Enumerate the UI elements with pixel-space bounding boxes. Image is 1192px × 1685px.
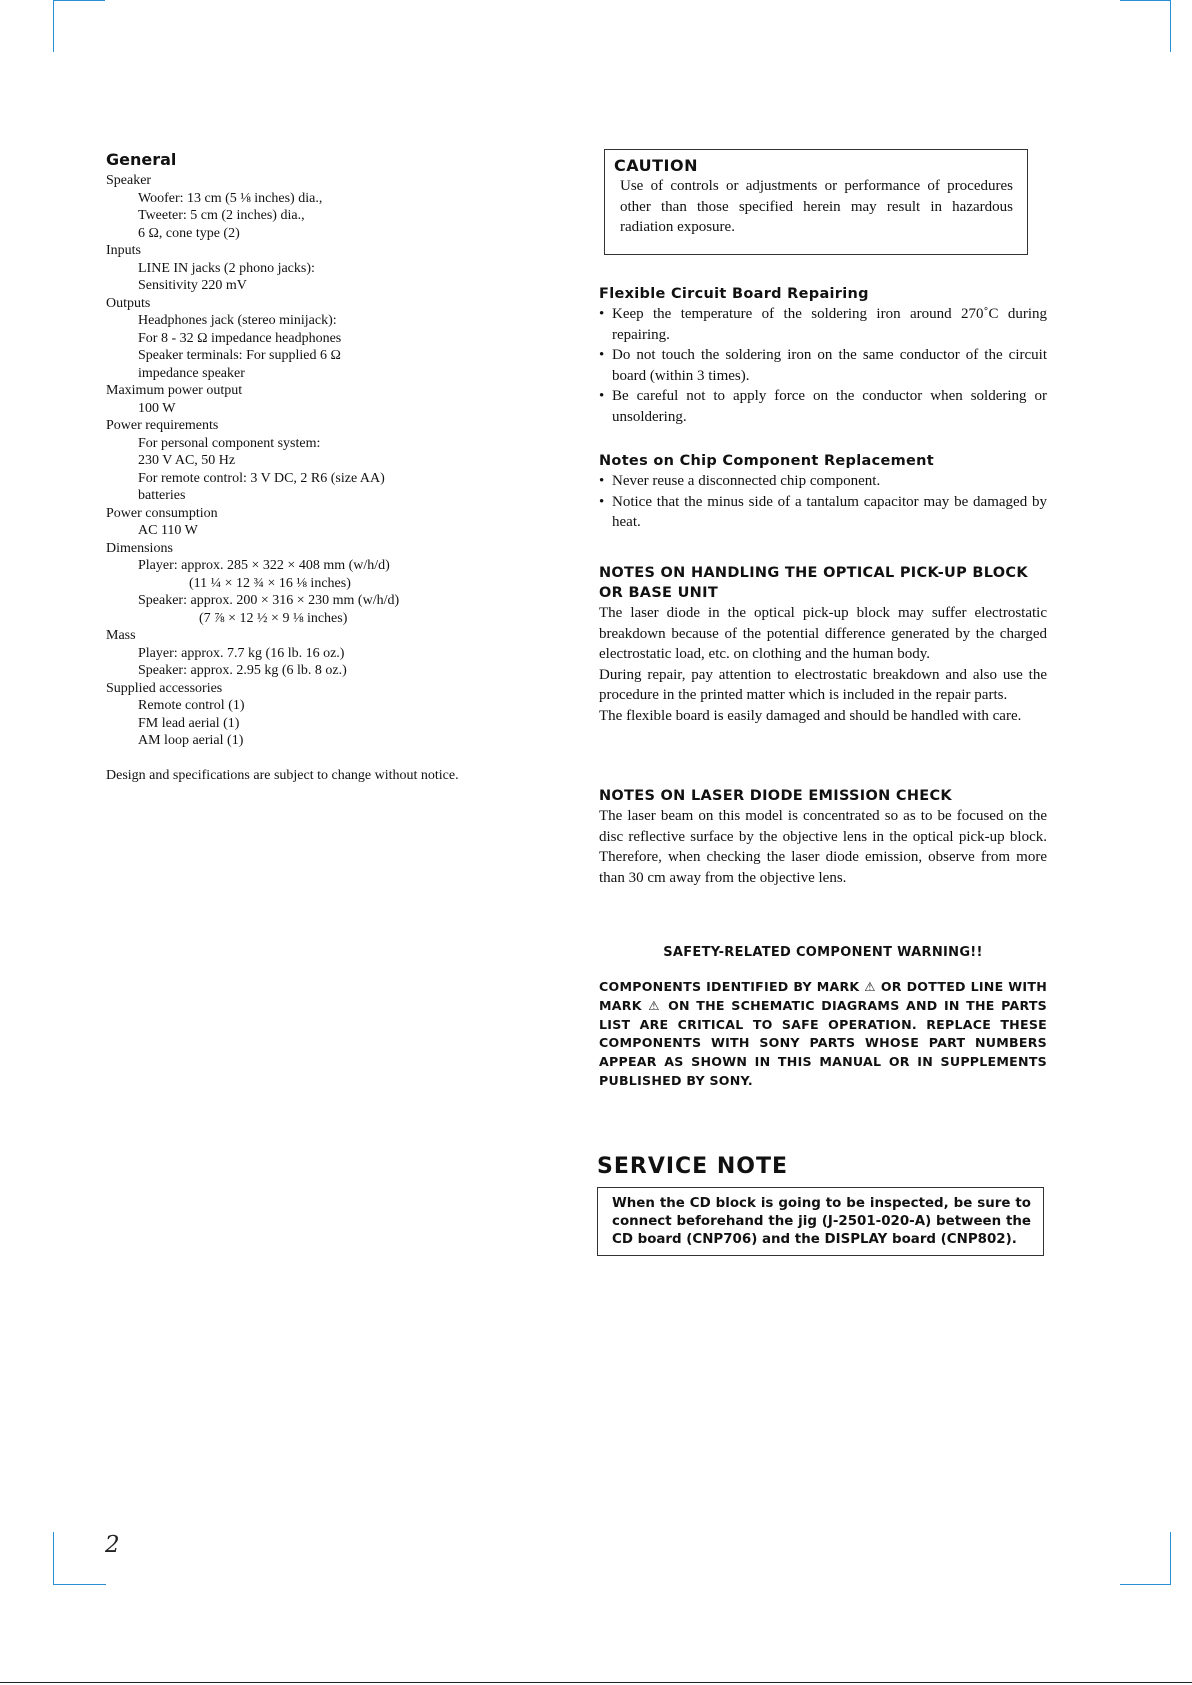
spec-power-req-label: Power requirements [106,418,219,433]
laser-body: The laser beam on this model is concentrated so as to be focused on the disc reflective surface by the objective lens in the optical pick-up block. Therefore, when checking the laser diode emission, observe from more than 30 cm away from the objective lens. [599,808,1047,886]
spec-line: 100 W [138,400,176,416]
list-item: • Keep the temperature of the soldering iron around 270˚C during repairing. [599,304,1047,345]
spec-note: Design and specifications are subject to change without notice. [106,767,459,783]
spec-outputs-label: Outputs [106,295,151,311]
spec-power-cons-label: Power consumption [106,505,218,521]
spec-inputs-label: Inputs [106,243,141,258]
caution-box [604,149,1028,255]
service-note-section [597,1154,1045,1179]
safety-body: COMPONENTS IDENTIFIED BY MARK ⚠ OR DOTTED LINE WITH MARK ⚠ ON THE SCHEMATIC DIAGRAMS AND IN THE PARTS LIST ARE CRITICAL TO SAFE OPERATION. REPLACE THESE COMPONENTS WITH SONY PARTS WHOSE PART NUMBERS APPEAR AS SHOWN IN THIS MANUAL OR IN SUPPLEMENTS PUBLISHED BY SONY. [599,979,1047,1088]
bottom-rule [0,1682,1192,1683]
specifications [106,150,506,784]
laser-heading: NOTES ON LASER DIODE EMISSION CHECK [599,788,952,804]
optical-heading: NOTES ON HANDLING THE OPTICAL PICK-UP BLOCK OR BASE UNIT [599,565,1028,601]
spec-line: 230 V AC, 50 Hz [138,453,236,468]
flex-repair-heading: Flexible Circuit Board Repairing [599,286,869,302]
crop-mark-top-right-h [1120,0,1170,1]
spec-line: 6 Ω, cone type (2) [138,225,240,241]
crop-mark-top-left-h [53,0,105,1]
spec-line: AM loop aerial (1) [138,733,244,748]
optical-para-3: The flexible board is easily damaged and should be handled with care. [599,707,1022,724]
list-item: • Never reuse a disconnected chip component. [599,471,1047,492]
chip-replacement-heading: Notes on Chip Component Replacement [599,453,935,469]
list-item: • Be careful not to apply force on the conductor when soldering or unsoldering. [599,386,1047,427]
optical-section [599,563,1047,726]
crop-mark-top-right [1120,0,1171,52]
list-item: • Notice that the minus side of a tantalum capacitor may be damaged by heat. [599,492,1047,533]
spec-line: Headphones jack (stereo minijack): [138,313,337,328]
spec-accessories-label: Supplied accessories [106,680,223,696]
crop-mark-bottom-left [53,1532,106,1585]
spec-line: (11 ¼ × 12 ¾ × 16 ⅛ inches) [189,575,351,591]
spec-mass-label: Mass [106,628,136,643]
spec-line: Remote control (1) [138,698,245,713]
flex-repair-section [599,284,1047,427]
caution-body: Use of controls or adjustments or performance of procedures other than those specified herein may result in hazardous radiation exposure. [620,178,1013,235]
crop-mark-bottom-right [1120,1532,1171,1585]
service-note-title: SERVICE NOTE [597,1154,789,1179]
spec-line: For 8 - 32 Ω impedance headphones [138,330,342,346]
spec-line: Speaker terminals: For supplied 6 Ω [138,348,341,363]
service-note-body: When the CD block is going to be inspected, be sure to connect beforehand the jig (J-2501-020-A) between the CD board (CNP706) and the DISPLAY board (CNP802). [612,1196,1031,1247]
chip-replacement-section [599,451,1047,533]
chip-replacement-list [599,471,1047,533]
crop-mark-top-left [53,0,106,52]
spec-line: (7 ⅞ × 12 ½ × 9 ⅛ inches) [199,610,348,626]
spec-max-power-label: Maximum power output [106,383,243,398]
spec-speaker-label: Speaker [106,173,152,188]
spec-line: Woofer: 13 cm (5 ⅛ inches) dia., [138,190,323,206]
spec-line: batteries [138,488,186,503]
laser-section [599,786,1047,888]
spec-line: Speaker: approx. 200 × 316 × 230 mm (w/h/d) [138,593,400,608]
spec-line: For remote control: 3 V DC, 2 R6 (size AA) [138,470,385,486]
page-number: 2 [105,1532,120,1558]
spec-line: FM lead aerial (1) [138,715,240,731]
safety-section [599,945,1047,1091]
spec-line: For personal component system: [138,435,321,451]
list-item: • Do not touch the soldering iron on the same conductor of the circuit board (within 3 times). [599,345,1047,386]
caution-title: CAUTION [614,156,698,175]
flex-repair-list [599,304,1047,427]
spec-line: Player: approx. 7.7 kg (16 lb. 16 oz.) [138,645,345,661]
spec-line: Tweeter: 5 cm (2 inches) dia., [138,208,305,223]
spec-heading: General [106,150,177,169]
service-note-box [597,1187,1044,1256]
spec-line: Sensitivity 220 mV [138,278,247,293]
spec-line: impedance speaker [138,365,245,381]
optical-para-1: The laser diode in the optical pick-up block may suffer electrostatic breakdown because of the potential difference generated by the charged electrostatic load, etc. on clothing and the human body. [599,605,1047,662]
spec-line: Player: approx. 285 × 322 × 408 mm (w/h/d) [138,558,390,573]
spec-dimensions-label: Dimensions [106,540,173,556]
spec-line: Speaker: approx. 2.95 kg (6 lb. 8 oz.) [138,663,347,678]
spec-line: LINE IN jacks (2 phono jacks): [138,260,315,276]
spec-line: AC 110 W [138,523,198,538]
optical-para-2: During repair, pay attention to electrostatic breakdown and also use the procedure in the printed matter which is included in the repair parts. [599,666,1047,703]
safety-title: SAFETY-RELATED COMPONENT WARNING!! [663,945,983,960]
